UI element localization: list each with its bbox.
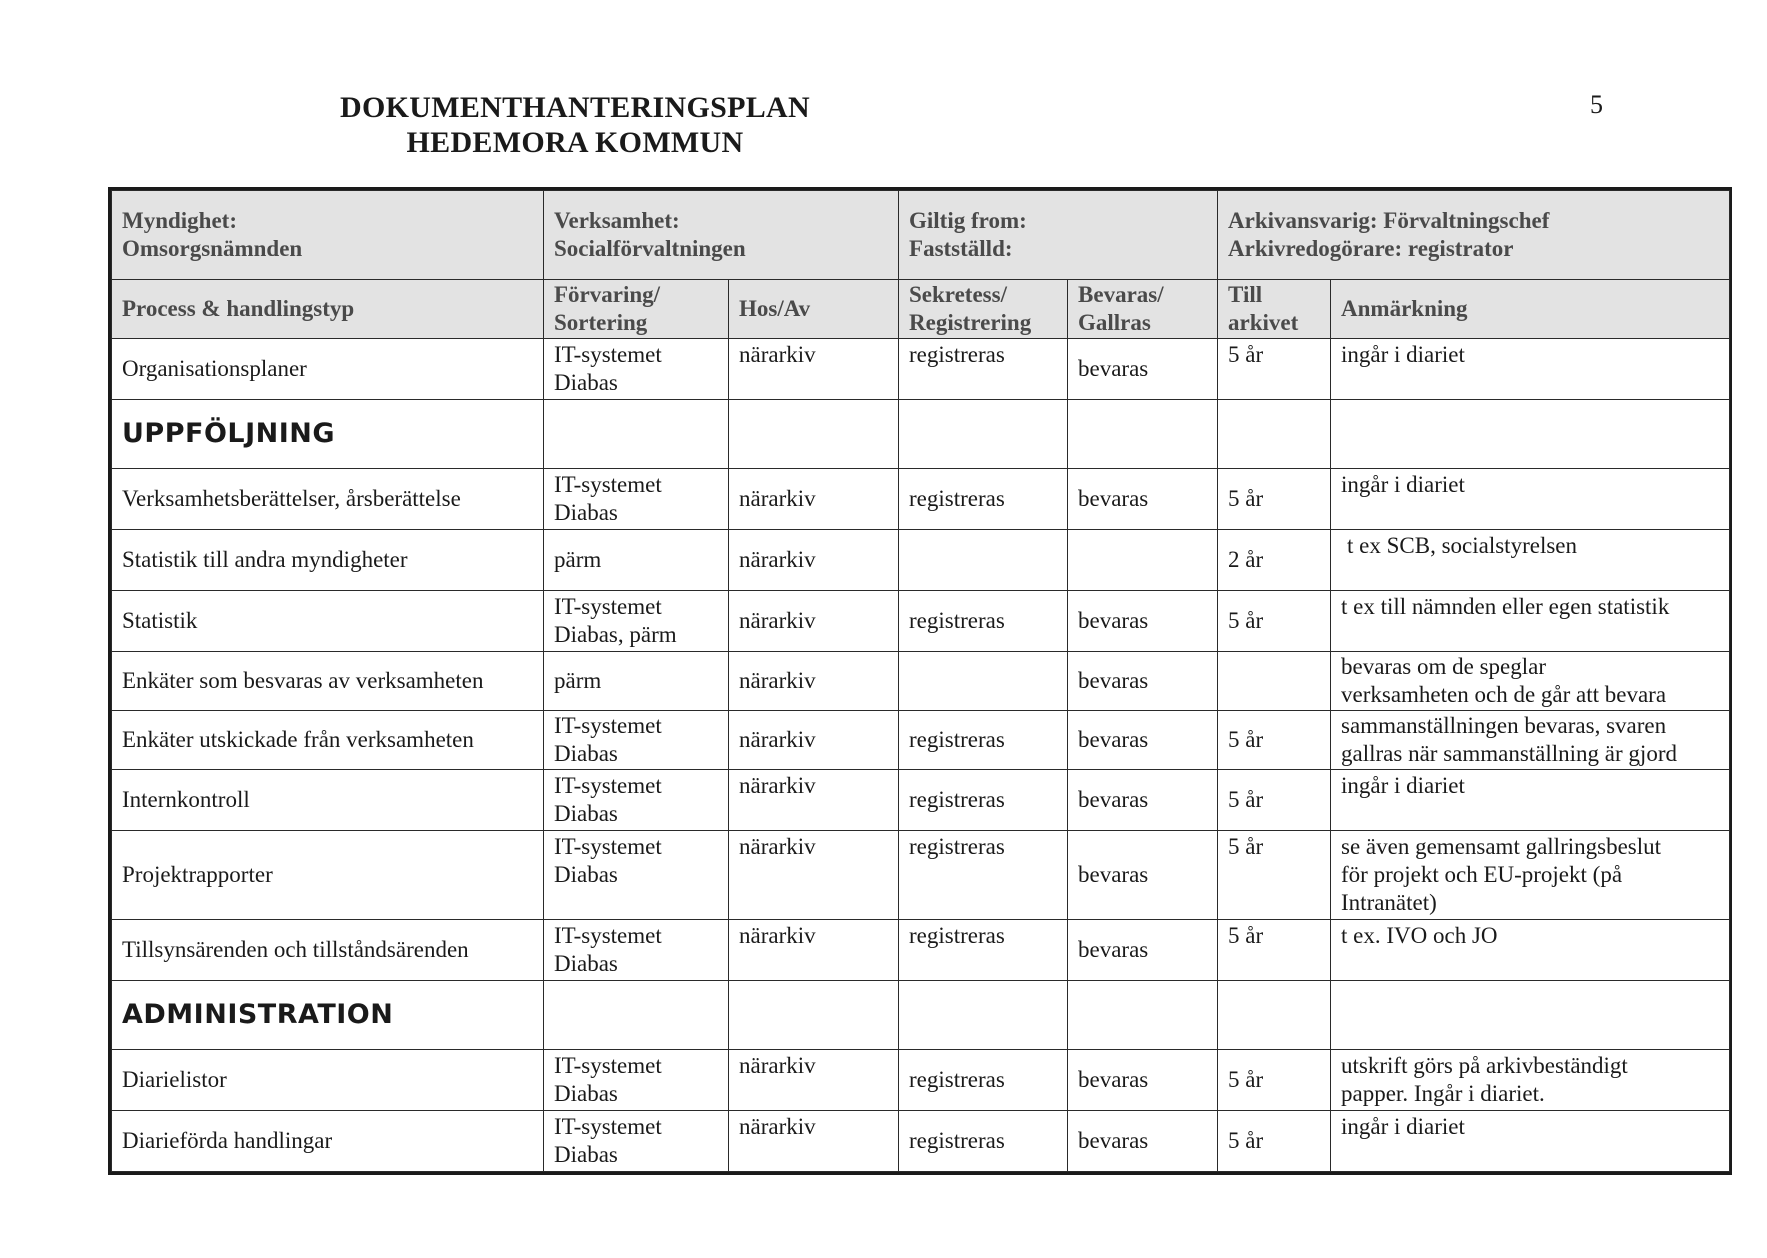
bevaras-cell: bevaras bbox=[1068, 652, 1218, 711]
till-cell: 5 år bbox=[1218, 591, 1331, 652]
anmarkning-line1: se även gemensamt gallringsbeslut bbox=[1341, 834, 1662, 859]
forvaring-cell bbox=[544, 1050, 729, 1111]
forvaring-line2: Diabas, pärm bbox=[554, 622, 677, 647]
anmarkning-cell bbox=[1331, 1050, 1730, 1111]
column-header-anmarkning-label: Anmärkning bbox=[1341, 296, 1468, 321]
anmarkning-line1: sammanställningen bevaras, svaren bbox=[1341, 713, 1667, 738]
forvaring-cell bbox=[544, 831, 729, 920]
column-header-forvaring bbox=[544, 280, 729, 339]
bevaras-cell: bevaras bbox=[1068, 831, 1218, 920]
column-header-forvaring-line1: Förvaring/ bbox=[554, 282, 661, 307]
process-cell: Verksamhetsberättelser, årsberättelse bbox=[112, 469, 544, 530]
process-cell: Internkontroll bbox=[112, 770, 544, 831]
document-table-frame bbox=[108, 187, 1732, 1175]
table-row bbox=[112, 920, 1730, 981]
document-title: DOKUMENTHANTERINGSPLAN bbox=[340, 91, 810, 124]
anmarkning-line2: för projekt och EU-projekt (på bbox=[1341, 862, 1623, 887]
forvaring-cell bbox=[544, 469, 729, 530]
till-cell: 2 år bbox=[1218, 530, 1331, 591]
process-cell: Statistik till andra myndigheter bbox=[112, 530, 544, 591]
document-header bbox=[0, 90, 1150, 160]
column-header-anmarkning bbox=[1331, 280, 1730, 339]
hosav-cell: närarkiv bbox=[729, 652, 899, 711]
sekretess-cell bbox=[899, 530, 1068, 591]
anmarkning-line2: gallras när sammanställning är gjord bbox=[1341, 741, 1677, 766]
anmarkning-line1: utskrift görs på arkivbeständigt bbox=[1341, 1053, 1628, 1078]
myndighet-label: Myndighet: bbox=[122, 208, 237, 233]
forvaring-line1: IT-systemet bbox=[554, 1114, 662, 1139]
sekretess-cell bbox=[899, 652, 1068, 711]
till-cell: 5 år bbox=[1218, 770, 1331, 831]
process-cell: Enkäter som besvaras av verksamheten bbox=[112, 652, 544, 711]
table-row bbox=[112, 1111, 1730, 1172]
giltig-cell bbox=[899, 191, 1218, 280]
table-row bbox=[112, 652, 1730, 711]
sekretess-cell: registreras bbox=[899, 711, 1068, 770]
bevaras-cell: bevaras bbox=[1068, 1050, 1218, 1111]
sekretess-cell: registreras bbox=[899, 920, 1068, 981]
anmarkning-line2: verksamheten och de går att bevara bbox=[1341, 682, 1667, 707]
forvaring-line2: Diabas bbox=[554, 951, 618, 976]
bevaras-cell: bevaras bbox=[1068, 770, 1218, 831]
forvaring-line1: IT-systemet bbox=[554, 472, 662, 497]
process-cell: Projektrapporter bbox=[112, 831, 544, 920]
anmarkning-line1: ingår i diariet bbox=[1341, 1114, 1465, 1139]
forvaring-line2: Diabas bbox=[554, 1142, 618, 1167]
hosav-cell: närarkiv bbox=[729, 530, 899, 591]
hosav-cell: närarkiv bbox=[729, 1050, 899, 1111]
column-header-till bbox=[1218, 280, 1331, 339]
process-cell: Diarielistor bbox=[112, 1050, 544, 1111]
empty-cell bbox=[899, 981, 1068, 1050]
empty-cell bbox=[1218, 981, 1331, 1050]
anmarkning-line1: ingår i diariet bbox=[1341, 472, 1465, 497]
bevaras-cell: bevaras bbox=[1068, 1111, 1218, 1172]
empty-cell bbox=[544, 981, 729, 1050]
hosav-cell: närarkiv bbox=[729, 1111, 899, 1172]
forvaring-line1: IT-systemet bbox=[554, 342, 662, 367]
anmarkning-line1: bevaras om de speglar bbox=[1341, 654, 1547, 679]
anmarkning-line2: papper. Ingår i diariet. bbox=[1341, 1081, 1545, 1106]
myndighet-cell bbox=[112, 191, 544, 280]
empty-cell bbox=[729, 400, 899, 469]
forvaring-line1: IT-systemet bbox=[554, 1053, 662, 1078]
verksamhet-cell bbox=[544, 191, 899, 280]
forvaring-cell: pärm bbox=[544, 652, 729, 711]
anmarkning-cell bbox=[1331, 711, 1730, 770]
hosav-cell: närarkiv bbox=[729, 469, 899, 530]
sekretess-cell: registreras bbox=[899, 339, 1068, 400]
anmarkning-cell bbox=[1331, 339, 1730, 400]
giltig-label: Giltig from: bbox=[909, 208, 1027, 233]
till-cell: 5 år bbox=[1218, 1111, 1331, 1172]
anmarkning-cell bbox=[1331, 652, 1730, 711]
column-header-hosav-label: Hos/Av bbox=[739, 296, 811, 321]
table-row bbox=[112, 1050, 1730, 1111]
anmarkning-cell bbox=[1331, 920, 1730, 981]
table-row bbox=[112, 530, 1730, 591]
forvaring-line2: Diabas bbox=[554, 741, 618, 766]
page-number: 5 bbox=[1590, 90, 1603, 119]
bevaras-cell: bevaras bbox=[1068, 339, 1218, 400]
faststalld-label: Fastställd: bbox=[909, 236, 1013, 261]
document-subtitle: HEDEMORA KOMMUN bbox=[406, 126, 744, 159]
section-row bbox=[112, 400, 1730, 469]
verksamhet-value: Socialförvaltningen bbox=[554, 236, 746, 261]
column-header-hosav bbox=[729, 280, 899, 339]
table-row bbox=[112, 339, 1730, 400]
verksamhet-label: Verksamhet: bbox=[554, 208, 680, 233]
empty-cell bbox=[1068, 400, 1218, 469]
bevaras-cell: bevaras bbox=[1068, 469, 1218, 530]
process-cell: Tillsynsärenden och tillståndsärenden bbox=[112, 920, 544, 981]
empty-cell bbox=[1218, 400, 1331, 469]
column-header-sekretess-line2: Registrering bbox=[909, 310, 1032, 335]
sekretess-cell: registreras bbox=[899, 1111, 1068, 1172]
till-cell: 5 år bbox=[1218, 339, 1331, 400]
anmarkning-line1: t ex till nämnden eller egen statistik bbox=[1341, 594, 1670, 619]
process-cell: Diarieförda handlingar bbox=[112, 1111, 544, 1172]
sekretess-cell: registreras bbox=[899, 770, 1068, 831]
anmarkning-cell bbox=[1331, 1111, 1730, 1172]
anmarkning-cell bbox=[1331, 530, 1730, 591]
empty-cell bbox=[1068, 981, 1218, 1050]
arkivansvarig: Arkivansvarig: Förvaltningschef bbox=[1228, 208, 1550, 233]
forvaring-cell bbox=[544, 591, 729, 652]
process-cell: Organisationsplaner bbox=[112, 339, 544, 400]
forvaring-cell bbox=[544, 339, 729, 400]
anmarkning-cell bbox=[1331, 770, 1730, 831]
till-cell: 5 år bbox=[1218, 711, 1331, 770]
forvaring-line1: IT-systemet bbox=[554, 834, 662, 859]
column-header-row bbox=[112, 280, 1730, 339]
bevaras-cell: bevaras bbox=[1068, 711, 1218, 770]
column-header-till-line2: arkivet bbox=[1228, 310, 1299, 335]
anmarkning-line3: Intranätet) bbox=[1341, 890, 1437, 915]
process-cell: Statistik bbox=[112, 591, 544, 652]
forvaring-line1: IT-systemet bbox=[554, 773, 662, 798]
section-title-uppfoljning: UPPFÖLJNING bbox=[112, 400, 544, 469]
table-row bbox=[112, 469, 1730, 530]
bevaras-cell: bevaras bbox=[1068, 591, 1218, 652]
hosav-cell: närarkiv bbox=[729, 711, 899, 770]
sekretess-cell: registreras bbox=[899, 591, 1068, 652]
hosav-cell: närarkiv bbox=[729, 339, 899, 400]
anmarkning-line1: ingår i diariet bbox=[1341, 773, 1465, 798]
hosav-cell: närarkiv bbox=[729, 591, 899, 652]
till-cell: 5 år bbox=[1218, 831, 1331, 920]
section-title-administration: ADMINISTRATION bbox=[112, 981, 544, 1050]
arkiv-cell bbox=[1218, 191, 1730, 280]
sekretess-cell: registreras bbox=[899, 469, 1068, 530]
empty-cell bbox=[544, 400, 729, 469]
till-cell: 5 år bbox=[1218, 920, 1331, 981]
sekretess-cell: registreras bbox=[899, 1050, 1068, 1111]
forvaring-line2: Diabas bbox=[554, 801, 618, 826]
empty-cell bbox=[1331, 400, 1730, 469]
forvaring-line2: Diabas bbox=[554, 500, 618, 525]
document-handling-table bbox=[111, 190, 1730, 1172]
column-header-forvaring-line2: Sortering bbox=[554, 310, 648, 335]
anmarkning-line1: ingår i diariet bbox=[1341, 342, 1465, 367]
hosav-cell: närarkiv bbox=[729, 831, 899, 920]
anmarkning-cell bbox=[1331, 469, 1730, 530]
forvaring-line2: Diabas bbox=[554, 1081, 618, 1106]
column-header-bevaras bbox=[1068, 280, 1218, 339]
forvaring-cell bbox=[544, 1111, 729, 1172]
process-cell: Enkäter utskickade från verksamheten bbox=[112, 711, 544, 770]
empty-cell bbox=[899, 400, 1068, 469]
arkivredogorare: Arkivredogörare: registrator bbox=[1228, 236, 1514, 261]
bevaras-cell bbox=[1068, 530, 1218, 591]
column-header-process-label: Process & handlingstyp bbox=[122, 296, 355, 321]
forvaring-line1: IT-systemet bbox=[554, 923, 662, 948]
hosav-cell: närarkiv bbox=[729, 770, 899, 831]
anmarkning-cell bbox=[1331, 591, 1730, 652]
till-cell: 5 år bbox=[1218, 469, 1331, 530]
column-header-till-line1: Till bbox=[1228, 282, 1263, 307]
forvaring-cell: pärm bbox=[544, 530, 729, 591]
hosav-cell: närarkiv bbox=[729, 920, 899, 981]
forvaring-line1: IT-systemet bbox=[554, 713, 662, 738]
table-row bbox=[112, 591, 1730, 652]
column-header-bevaras-line1: Bevaras/ bbox=[1078, 282, 1164, 307]
myndighet-value: Omsorgsnämnden bbox=[122, 236, 303, 261]
table-row bbox=[112, 831, 1730, 920]
forvaring-line2: Diabas bbox=[554, 862, 618, 887]
table-row bbox=[112, 711, 1730, 770]
sekretess-cell: registreras bbox=[899, 831, 1068, 920]
forvaring-line1: IT-systemet bbox=[554, 594, 662, 619]
column-header-sekretess-line1: Sekretess/ bbox=[909, 282, 1007, 307]
column-header-process bbox=[112, 280, 544, 339]
till-cell bbox=[1218, 652, 1331, 711]
forvaring-cell bbox=[544, 920, 729, 981]
bevaras-cell: bevaras bbox=[1068, 920, 1218, 981]
column-header-bevaras-line2: Gallras bbox=[1078, 310, 1151, 335]
anmarkning-cell bbox=[1331, 831, 1730, 920]
forvaring-cell bbox=[544, 711, 729, 770]
forvaring-line2: Diabas bbox=[554, 370, 618, 395]
column-header-sekretess bbox=[899, 280, 1068, 339]
table-row bbox=[112, 770, 1730, 831]
section-row bbox=[112, 981, 1730, 1050]
empty-cell bbox=[1331, 981, 1730, 1050]
anmarkning-line1: t ex. IVO och JO bbox=[1341, 923, 1498, 948]
empty-cell bbox=[729, 981, 899, 1050]
anmarkning-line1: t ex SCB, socialstyrelsen bbox=[1347, 533, 1577, 558]
forvaring-cell bbox=[544, 770, 729, 831]
till-cell: 5 år bbox=[1218, 1050, 1331, 1111]
metadata-row bbox=[112, 191, 1730, 280]
